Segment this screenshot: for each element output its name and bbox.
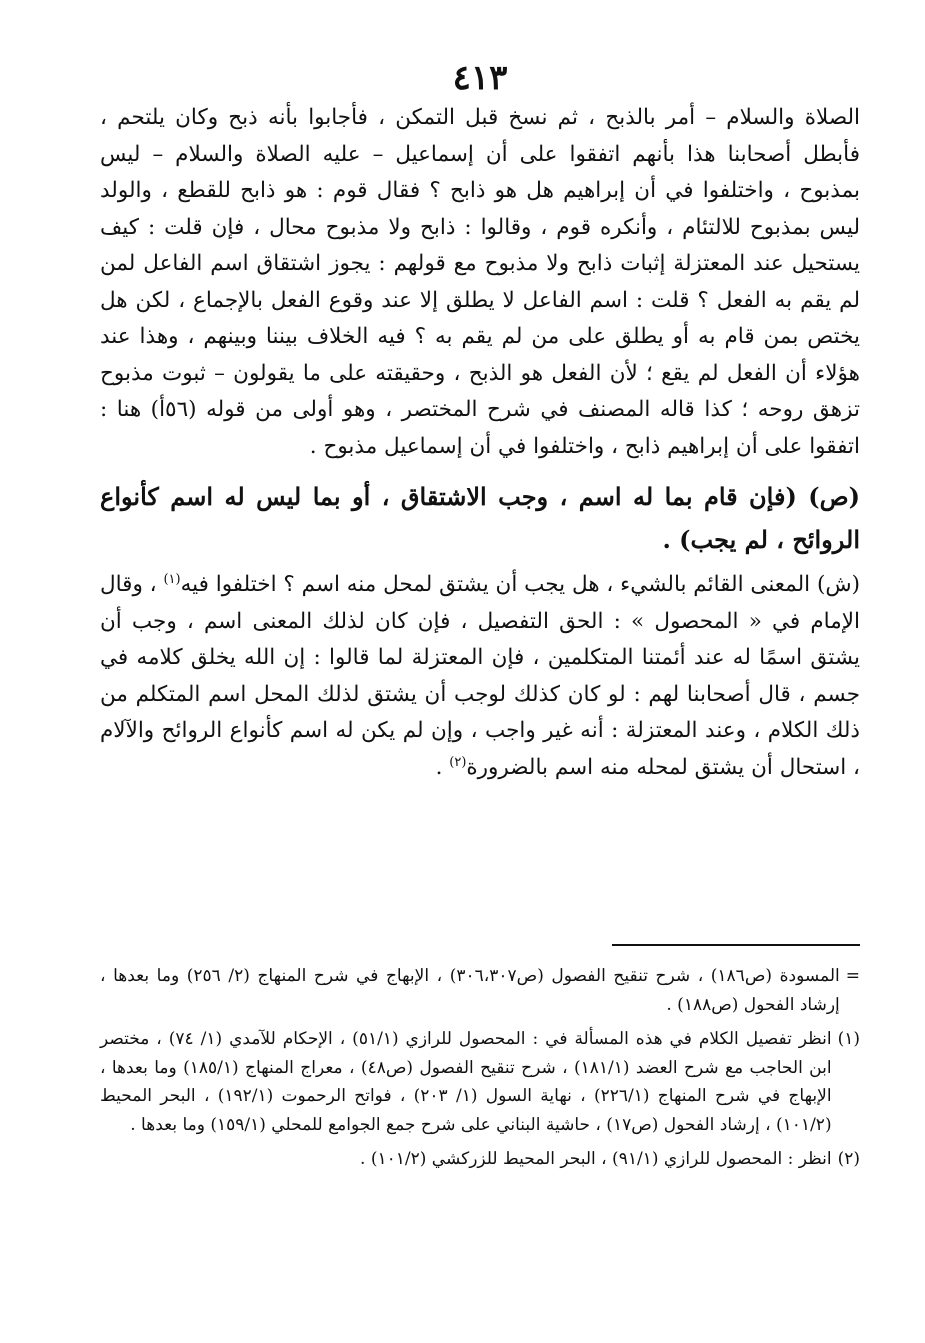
footnote-marker: = <box>845 966 860 986</box>
footnote-1 <box>100 1025 860 1139</box>
footnote-2 <box>100 1145 860 1174</box>
footnote-text: انظر : المحصول للرازي (٩١/١) ، البحر المحيط للزركشي (١٠١/٢) . <box>360 1149 832 1169</box>
footnote-marker: (١) <box>837 1029 860 1049</box>
footnote-text: انظر تفصيل الكلام في هذه المسألة في : المحصول للرازي (٥١/١) ، الإحكام للآمدي (١/ ٧٤) ، مختصر ابن الحاجب مع شرح العضد (١٨١/١) ، شرح تنقيح الفصول (ص٤٨) ، معراج المنهاج (١٨٥/١) وما بعدها ، الإبهاج في شرح المنهاج (٢٢٦/١) ، نهاية السول (١/ ٢٠٣) ، فواتح الرحموت (١٩٢/١) ، البحر المحيط (١٠١/٢) ، إرشاد الفحول (ص١٧) ، حاشية البناني على شرح جمع الجوامع للمحلي (١٥٩/١) وما بعدها . <box>100 1029 832 1135</box>
footnote-ref-1[interactable]: (١) <box>163 571 181 587</box>
sharh-paragraph <box>100 567 860 786</box>
body-paragraph-continuation: الصلاة والسلام – أمر بالذبح ، ثم نسخ قبل التمكن ، فأجابوا بأنه ذبح وكان يلتحم ، فأبطل أصحابنا هذا بأنهم اتفقوا على أن إسماعيل – عليه الصلاة والسلام – ليس بمذبوح ، واختلفوا في أن إبراهيم هل هو ذابح ؟ فقال قوم : هو ذابح للقطع ، والولد ليس بمذبوح للالتئام ، وأنكره قوم ، وقالوا : ذابح ولا مذبوح محال ، فإن قلت : كيف يستحيل عند المعتزلة إثبات ذابح ولا مذبوح مع قولهم : يجوز اشتقاق اسم الفاعل لمن لم يقم به الفعل ؟ قلت : اسم الفاعل لا يطلق إلا عند وقوع الفعل بالإجماع ، لكن هل يختص بمن قام به أو يطلق على من لم يقم به ؟ فيه الخلاف بيننا وبينهم ، وهذا عند هؤلاء أن الفعل لم يقع ؛ لأن الفعل هو الذبح ، وحقيقته على ما يقولون – ثبوت مذبوح تزهق روحه ؛ كذا قاله المصنف في شرح المختصر ، وهو أولى من قوله (٥٦أ) هنا : اتفقوا على أن إبراهيم ذابح ، واختلفوا في أن إسماعيل مذبوح . <box>100 105 860 459</box>
sharh-text-end: . <box>435 754 450 780</box>
sharh-text-middle: ، وقال الإمام في « المحصول » : الحق التفصيل ، فإن كان لذلك المعنى اسم ، وجب أن يشتق اسمًا له عند أئمتنا المتكلمين ، فإن المعتزلة لما قالوا : إن الله يخلق كلامه في جسم ، قال أصحابنا لهم : لو كان كذلك لوجب أن يشتق لذلك المحل اسم المتكلم من ذلك الكلام ، وعند المعتزلة : أنه غير واجب ، وإن لم يكن له اسم كأنواع الروائح والآلام ، استحال أن يشتق لمحله منه اسم بالضرورة <box>100 572 860 780</box>
footnotes-section <box>100 962 860 1180</box>
matn-paragraph: (ص) (فإن قام بما له اسم ، وجب الاشتقاق ، أو بما ليس له اسم كأنواع الروائح ، لم يجب) . <box>100 482 860 554</box>
footnote-ref-2[interactable]: (٢) <box>449 754 467 770</box>
page-number: ٤١٣ <box>452 58 508 98</box>
footnote-text: المسودة (ص١٨٦) ، شرح تنقيح الفصول (ص٣٠٦،٣٠٧) ، الإبهاج في شرح المنهاج (٢/ ٢٥٦) وما بعدها ، إرشاد الفحول (ص١٨٨) . <box>100 966 840 1015</box>
sharh-text-start: (ش) المعنى القائم بالشيء ، هل يجب أن يشتق لمحل منه اسم ؟ اختلفوا فيه <box>180 572 860 597</box>
book-page <box>100 58 860 786</box>
footnote-marker: (٢) <box>837 1149 860 1169</box>
footnote-separator <box>612 944 860 946</box>
footnote-continuation <box>100 962 860 1019</box>
